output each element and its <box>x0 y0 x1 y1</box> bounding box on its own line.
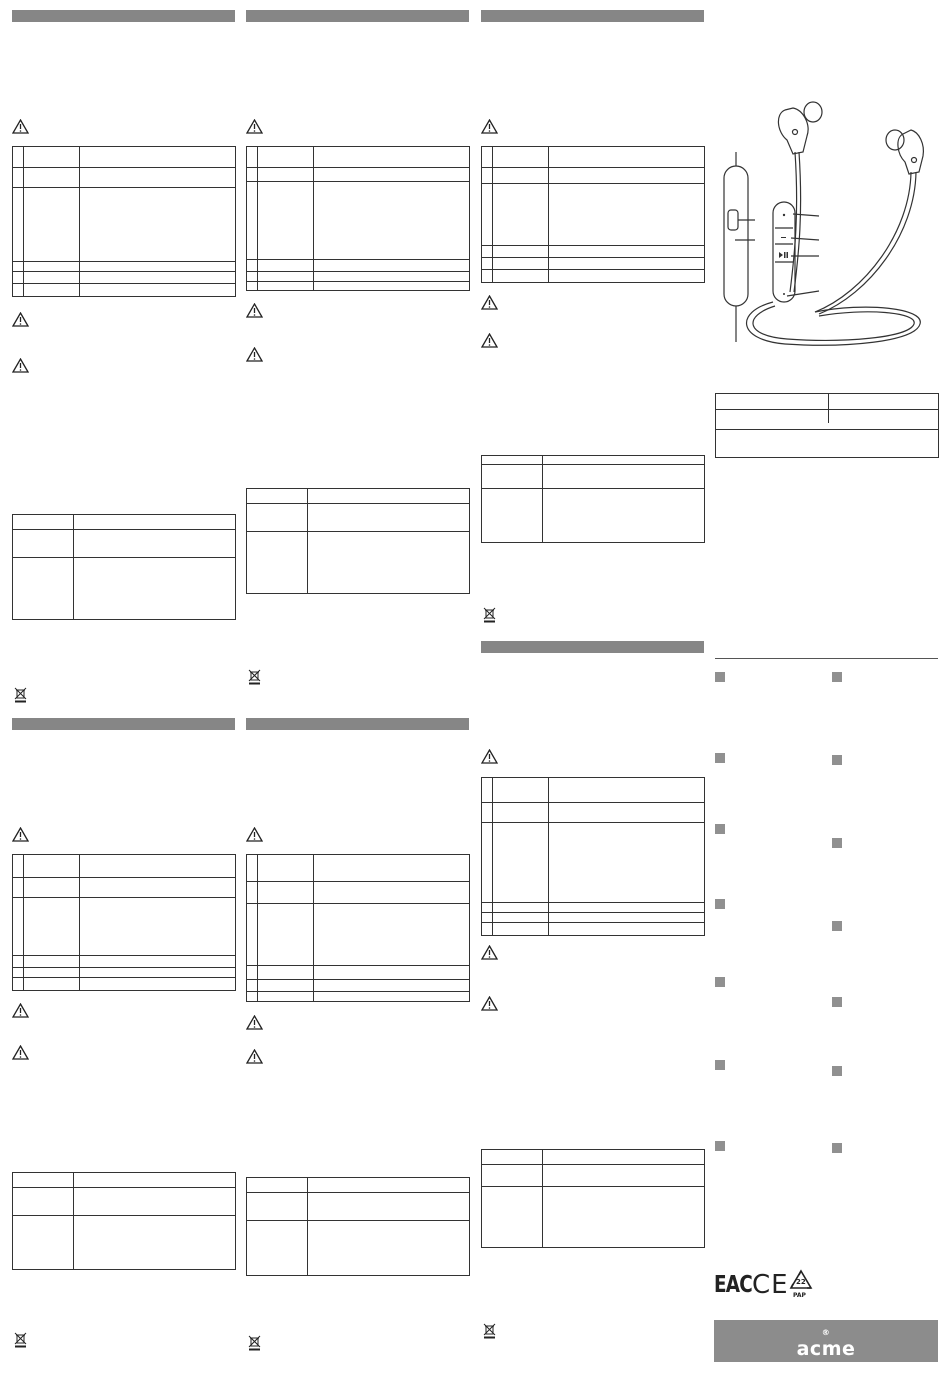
language-square-icon <box>715 1141 725 1151</box>
specification-table <box>481 777 705 936</box>
specification-table <box>12 854 236 991</box>
language-square-icon <box>832 997 842 1007</box>
crossed-out-bin-icon <box>248 669 261 685</box>
warning-triangle-icon <box>246 1015 263 1030</box>
warning-triangle-icon <box>246 119 263 134</box>
section-header-bar <box>12 10 235 22</box>
specification-table <box>246 146 470 291</box>
ce-mark: CE <box>752 1270 789 1300</box>
troubleshooting-table <box>12 514 236 620</box>
warning-triangle-icon <box>12 312 29 327</box>
warning-triangle-icon <box>12 1003 29 1018</box>
section-header-bar <box>481 10 704 22</box>
section-header-bar <box>246 10 469 22</box>
warning-triangle-icon <box>481 996 498 1011</box>
section-header-bar <box>481 641 704 653</box>
recycling-code: 22 <box>796 1278 806 1286</box>
warning-triangle-icon <box>12 827 29 842</box>
section-header-bar <box>246 718 469 730</box>
registered-mark: ® <box>821 1327 831 1337</box>
crossed-out-bin-icon <box>483 607 496 623</box>
warning-triangle-icon <box>481 749 498 764</box>
language-square-icon <box>715 899 725 909</box>
warning-triangle-icon <box>12 358 29 373</box>
warning-triangle-icon <box>246 827 263 842</box>
troubleshooting-table <box>246 1177 470 1276</box>
language-square-icon <box>832 838 842 848</box>
language-square-icon <box>715 672 725 682</box>
warning-triangle-icon <box>246 347 263 362</box>
specification-table <box>12 146 236 297</box>
language-square-icon <box>832 1066 842 1076</box>
recycling-material: PAP <box>793 1292 806 1299</box>
crossed-out-bin-icon <box>14 687 27 703</box>
divider <box>715 658 938 659</box>
troubleshooting-table <box>246 488 470 594</box>
warning-triangle-icon <box>246 303 263 318</box>
language-square-icon <box>832 755 842 765</box>
language-square-icon <box>715 824 725 834</box>
warning-triangle-icon <box>12 119 29 134</box>
troubleshooting-table <box>481 1149 705 1248</box>
crossed-out-bin-icon <box>248 1335 261 1351</box>
warning-triangle-icon <box>481 119 498 134</box>
crossed-out-bin-icon <box>483 1323 496 1339</box>
warning-triangle-icon <box>481 295 498 310</box>
info-table <box>715 393 939 458</box>
specification-table <box>481 146 705 283</box>
specification-table <box>246 854 470 1002</box>
language-square-icon <box>832 1143 842 1153</box>
language-square-icon <box>832 672 842 682</box>
warning-triangle-icon <box>481 333 498 348</box>
language-square-icon <box>715 753 725 763</box>
brand-logo-text: acme <box>796 1338 856 1360</box>
warning-triangle-icon <box>246 1049 263 1064</box>
eac-mark: EAC <box>714 1272 752 1298</box>
troubleshooting-table <box>481 455 705 543</box>
brand-logo <box>714 1320 938 1362</box>
language-square-icon <box>715 1060 725 1070</box>
warning-triangle-icon <box>12 1045 29 1060</box>
language-square-icon <box>832 921 842 931</box>
earphones-illustration <box>715 92 939 350</box>
section-header-bar <box>12 718 235 730</box>
troubleshooting-table <box>12 1172 236 1270</box>
crossed-out-bin-icon <box>14 1332 27 1348</box>
language-square-icon <box>715 977 725 987</box>
warning-triangle-icon <box>481 945 498 960</box>
